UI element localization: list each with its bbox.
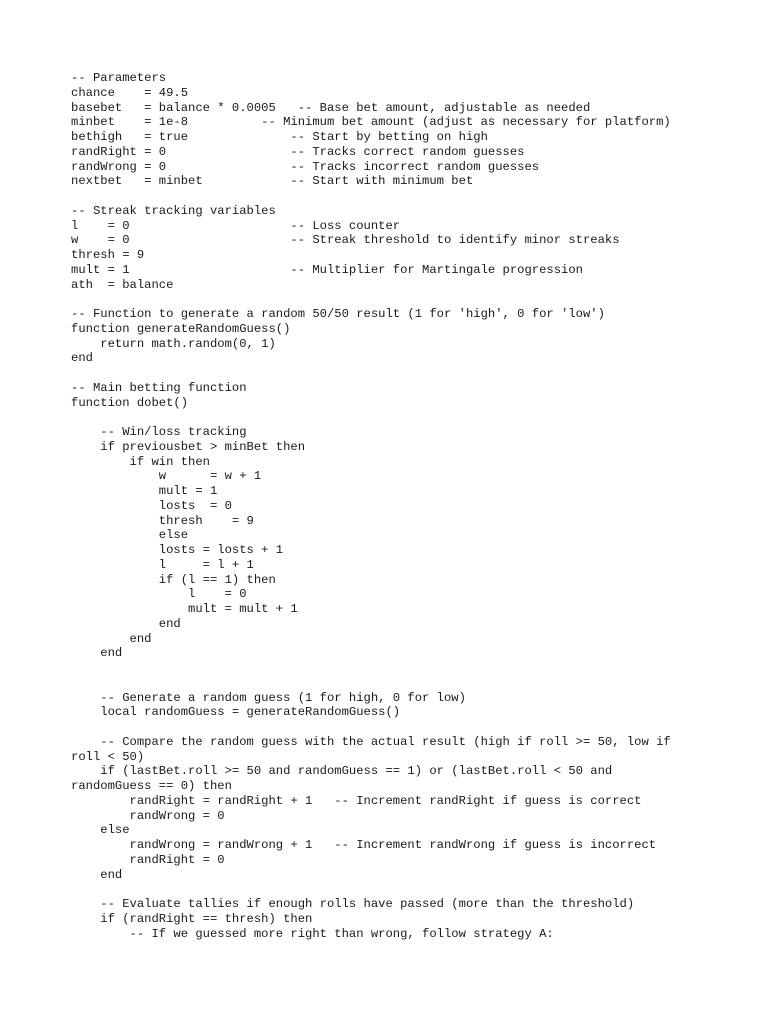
code-line: end: [71, 631, 152, 646]
code-line: [71, 410, 701, 425]
code-line: w = w + 1: [71, 469, 262, 484]
code-block: [71, 71, 701, 941]
code-line: randRight = 0 -- Tracks correct random guesses: [71, 144, 525, 159]
code-line: if previousbet > minBet then: [71, 439, 306, 454]
code-line: [71, 292, 701, 307]
code-line: l = l + 1: [71, 557, 254, 572]
code-line: -- Main betting function: [71, 380, 247, 395]
code-line: randomGuess == 0) then: [71, 779, 232, 793]
code-line: randWrong = 0 -- Tracks incorrect random guesses: [71, 159, 540, 174]
code-line: if win then: [71, 454, 210, 469]
code-line: local randomGuess = generateRandomGuess(): [71, 705, 401, 720]
code-line: -- Win/loss tracking: [71, 425, 247, 439]
code-line: randRight = randRight + 1 -- Increment randRight if guess is correct: [71, 793, 642, 808]
code-line: randWrong = 0: [71, 808, 225, 823]
code-line: function generateRandomGuess(): [71, 321, 291, 336]
code-line: -- Parameters: [71, 71, 167, 85]
code-line: end: [71, 616, 181, 631]
code-line: [71, 676, 701, 691]
code-line: -- Function to generate a random 50/50 result (1 for 'high', 0 for 'low'): [71, 307, 605, 321]
code-line: roll < 50): [71, 749, 145, 764]
code-line: mult = 1 -- Multiplier for Martingale progression: [71, 262, 583, 277]
code-line: w = 0 -- Streak threshold to identify minor streaks: [71, 233, 620, 248]
code-line: thresh = 9: [71, 248, 145, 262]
code-line: mult = 1: [71, 484, 218, 498]
code-line: randRight = 0: [71, 852, 225, 867]
code-line: else: [71, 528, 189, 543]
code-line: -- Compare the random guess with the actual result (high if roll >= 50, low if: [71, 734, 671, 749]
code-line: [71, 882, 701, 897]
code-line: thresh = 9: [71, 513, 254, 528]
code-line: nextbet = minbet -- Start with minimum bet: [71, 174, 474, 189]
code-line: l = 0: [71, 587, 247, 602]
code-line: basebet = balance * 0.0005 -- Base bet amount, adjustable as needed: [71, 100, 591, 115]
code-line: [71, 661, 701, 676]
code-line: return math.random(0, 1): [71, 336, 276, 351]
code-line: bethigh = true -- Start by betting on high: [71, 130, 488, 144]
code-line: end: [71, 351, 93, 366]
code-line: -- If we guessed more right than wrong, follow strategy A:: [71, 926, 554, 941]
code-line: losts = losts + 1: [71, 543, 284, 557]
code-line: -- Streak tracking variables: [71, 203, 276, 218]
code-line: losts = 0: [71, 498, 232, 513]
code-line: -- Generate a random guess (1 for high, 0 for low): [71, 690, 466, 705]
code-line: end: [71, 867, 123, 882]
code-line: randWrong = randWrong + 1 -- Increment randWrong if guess is incorrect: [71, 838, 657, 852]
code-line: minbet = 1e-8 -- Minimum bet amount (adjust as necessary for platform): [71, 115, 671, 130]
code-line: mult = mult + 1: [71, 602, 298, 616]
code-line: if (lastBet.roll >= 50 and randomGuess == 1) or (lastBet.roll < 50 and: [71, 764, 613, 779]
code-line: [71, 720, 701, 735]
code-line: ath = balance: [71, 277, 174, 292]
code-line: if (l == 1) then: [71, 572, 276, 587]
code-line: function dobet(): [71, 395, 189, 410]
code-line: if (randRight == thresh) then: [71, 911, 313, 926]
code-line: chance = 49.5: [71, 85, 189, 100]
document-page: [71, 71, 701, 941]
code-line: else: [71, 823, 130, 838]
code-line: [71, 189, 701, 204]
code-line: -- Evaluate tallies if enough rolls have passed (more than the threshold): [71, 897, 635, 911]
code-line: [71, 366, 701, 381]
code-line: l = 0 -- Loss counter: [71, 218, 401, 233]
code-line: end: [71, 646, 123, 661]
